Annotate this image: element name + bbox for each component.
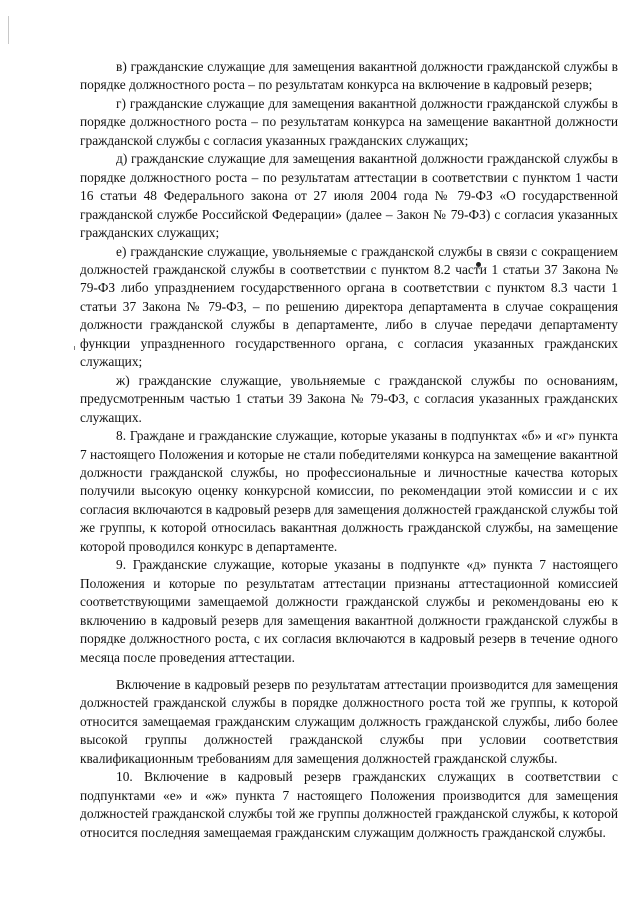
- scan-mark: [74, 346, 75, 350]
- paragraph-attestation-inclusion: Включение в кадровый резерв по результатам аттестации производится для замещения должностей гражданской службы в порядке должностного роста той же группы, к которой относится замещаемая гражданским служащим должность гражданской службы, либо более высокой группы должностей гражданской службы при условии соответствия квалификационным требованиям для замещения должностей гражданской службы.: [80, 676, 618, 766]
- paragraph-subpoint-g: г) гражданские служащие для замещения вакантной должности гражданской службы в порядке должностного роста – по результатам конкурса на замещение вакантной должности гражданской службы с согласия указанных гражданских служащих;: [80, 95, 618, 148]
- paragraph-subpoint-v: в) гражданские служащие для замещения вакантной должности гражданской службы в порядке должностного роста – по результатам конкурса на включение в кадровый резерв;: [80, 59, 618, 93]
- paragraph-subpoint-zh: ж) гражданские служащие, увольняемые с гражданской службы по основаниям, предусмотренным частью 1 статьи 39 Закона № 79-ФЗ, с согласия указанных гражданских служащих.: [80, 372, 618, 425]
- document-body: [80, 58, 618, 842]
- paragraph-point-9: 9. Гражданские служащие, которые указаны в подпункте «д» пункта 7 настоящего Положения и которые по результатам аттестации признаны аттестационной комиссией соответствующими замещаемой должности гражданской службы и рекомендованы ею к включению в кадровый резерв для замещения вакантной должности гражданской службы в порядке должностного роста, с их согласия включаются в кадровый резерв в течение одного месяца после проведения аттестации.: [80, 557, 618, 665]
- paragraph-subpoint-e: е) гражданские служащие, увольняемые с гражданской службы в связи с сокращением должностей гражданской службы в соответствии с пунктом 8.2 части 1 статьи 37 Закона № 79-ФЗ либо упразднением государственного органа в соответствии с пунктом 8.3 части 1 статьи 37 Закона № 79-ФЗ, – по решению директора департамента в случае сокращения должности гражданской службы в департаменте, либо в случае передачи департаменту функции упраздненного государственного органа, с согласия указанных гражданских служащих;: [80, 243, 618, 370]
- scan-mark: [8, 16, 9, 44]
- paragraph-point-8: 8. Граждане и гражданские служащие, которые указаны в подпунктах «б» и «г» пункта 7 настоящего Положения и которые не стали победителями конкурса на замещение вакантной должности гражданской службы, но профессиональные и личностные качества которых получили высокую оценку конкурсной комиссии, по рекомендации этой комиссии и с их согласия включаются в кадровый резерв для замещения должностей гражданской службы той же группы, к которой относилась вакантная должность гражданской службы, на замещение которой проводился конкурс в департаменте.: [80, 428, 618, 554]
- paragraph-subpoint-d: д) гражданские служащие для замещения вакантной должности гражданской службы в порядке должностного роста – по результатам аттестации в соответствии с пунктом 1 части 16 статьи 48 Федерального закона от 27 июля 2004 года № 79-ФЗ «О государственной гражданской службе Российской Федерации» (далее – Закон № 79-ФЗ) с согласия указанных гражданских служащих;: [80, 151, 618, 241]
- paragraph-point-10: 10. Включение в кадровый резерв гражданских служащих в соответствии с подпунктами «е» и «ж» пункта 7 настоящего Положения производится для замещения должностей гражданской службы той же группы должностей гражданской службы, к которой относится последняя замещаемая гражданским служащим должность гражданской службы.: [80, 769, 618, 840]
